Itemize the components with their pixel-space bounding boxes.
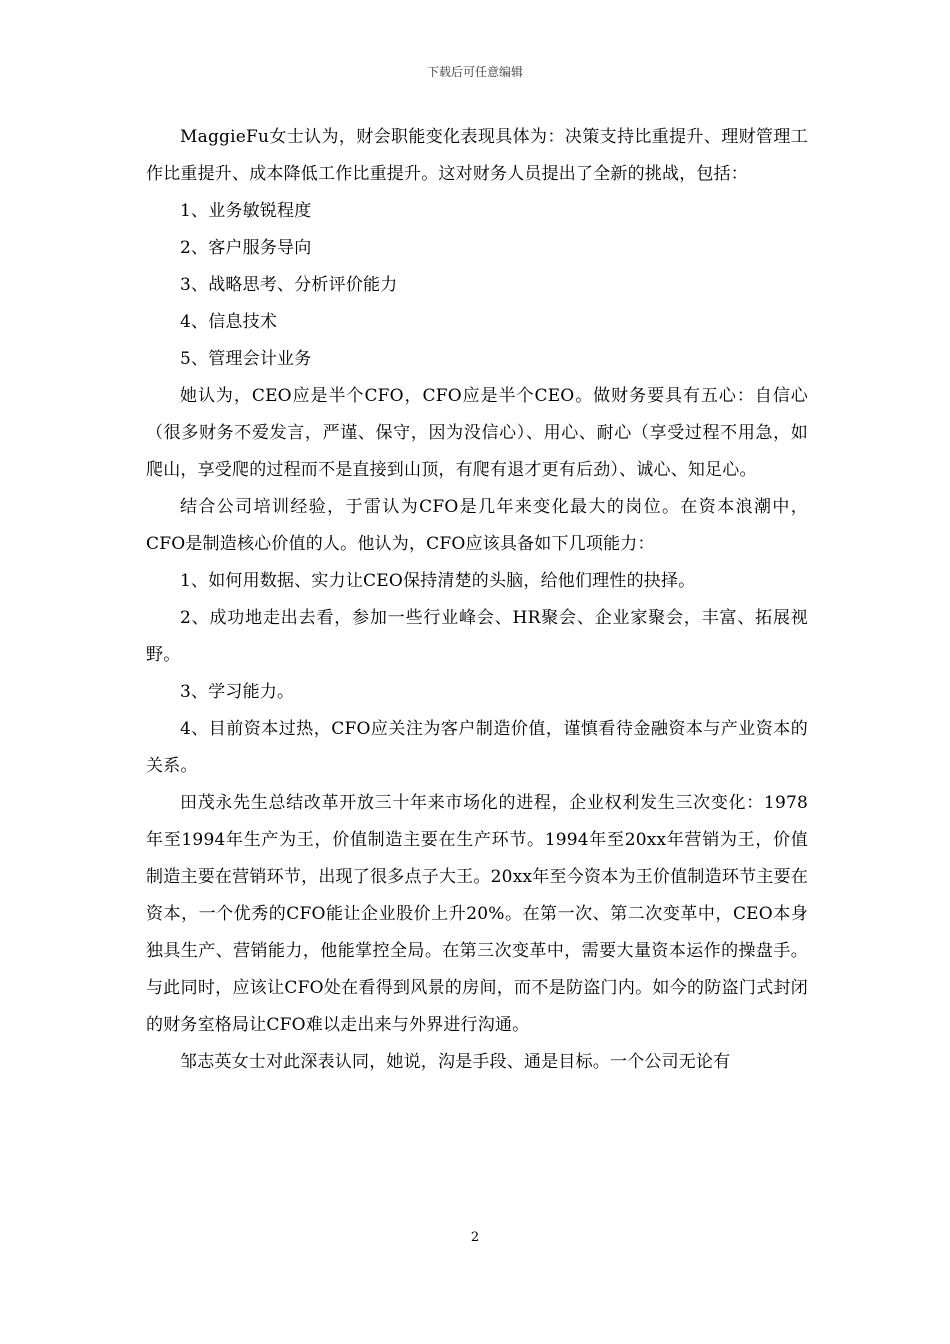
list-item: 1、业务敏锐程度 [180, 201, 312, 221]
paragraph: 她认为，CEO应是半个CFO，CFO应是半个CEO。做财务要具有五心：自信心（很多财务不爱发言，严谨、保守，因为没信心）、用心、耐心（享受过程不用急，如爬山，享受爬的过程而不是直接到山顶，有爬有退才更有后劲）、诚心、知足心。 [146, 386, 808, 480]
list-item: 1、如何用数据、实力让CEO保持清楚的头脑，给他们理性的抉择。 [180, 571, 696, 591]
list-item: 4、目前资本过热，CFO应关注为客户制造价值，谨慎看待金融资本与产业资本的关系。 [146, 719, 808, 776]
list-item: 2、成功地走出去看，参加一些行业峰会、HR聚会、企业家聚会，丰富、拓展视野。 [146, 608, 808, 665]
paragraph: 田茂永先生总结改革开放三十年来市场化的进程，企业权利发生三次变化：1978年至1994年生产为王，价值制造主要在生产环节。1994年至20xx年营销为王，价值制造主要在营销环节，出现了很多点子大王。20xx年至今资本为王价值制造环节主要在资本，一个优秀的CFO能让企业股价上升20%。在第一次、第二次变革中，CEO本身独具生产、营销能力，他能掌控全局。在第三次变革中，需要大量资本运作的操盘手。与此同时，应该让CFO处在看得到风景的房间，而不是防盗门内。如今的防盗门式封闭的财务室格局让CFO难以走出来与外界进行沟通。 [146, 793, 808, 1035]
paragraph: 结合公司培训经验，于雷认为CFO是几年来变化最大的岗位。在资本浪潮中，CFO是制造核心价值的人。他认为，CFO应该具备如下几项能力： [146, 497, 808, 554]
page-header: 下载后可任意编辑 [426, 65, 523, 79]
document-body [146, 119, 808, 1081]
list-item: 5、管理会计业务 [180, 349, 312, 369]
paragraph: MaggieFu女士认为，财会职能变化表现具体为：决策支持比重提升、理财管理工作比重提升、成本降低工作比重提升。这对财务人员提出了全新的挑战，包括： [146, 127, 808, 184]
page-number: 2 [470, 1230, 480, 1245]
list-item: 3、学习能力。 [180, 682, 295, 702]
list-item: 2、客户服务导向 [180, 238, 312, 258]
paragraph: 邹志英女士对此深表认同，她说，沟是手段、通是目标。一个公司无论有 [180, 1052, 731, 1072]
list-item: 3、战略思考、分析评价能力 [180, 275, 398, 295]
list-item: 4、信息技术 [180, 312, 278, 332]
